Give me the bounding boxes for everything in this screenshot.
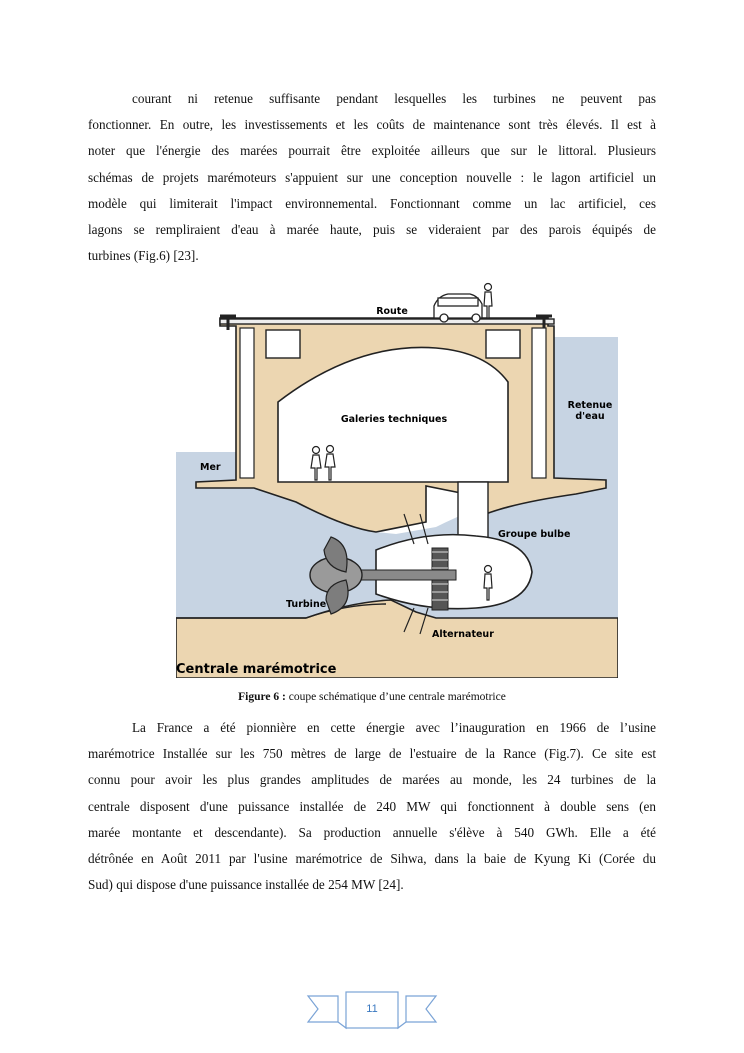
label-mer: Mer [200, 462, 221, 473]
label-title: Centrale marémotrice [176, 662, 337, 677]
car [434, 294, 482, 322]
person-on-road [484, 284, 492, 319]
caption-label: Figure 6 : [238, 691, 286, 703]
caption-text: coupe schématique d’une centrale marémotrice [285, 691, 506, 703]
label-turbine: Turbine [286, 599, 327, 610]
paragraph-intro [88, 86, 656, 269]
tidal-plant-figure [176, 282, 618, 678]
paragraph-rance [88, 715, 656, 898]
text-line: Sud) qui dispose d'une puissance installée de 254 MW [24]. [88, 877, 404, 893]
turbine-shaft [356, 570, 456, 580]
road-deck [220, 319, 554, 324]
text-line: lagons se rempliraient d'eau à marée haute, puis se videraient par des parois équipés de [88, 222, 656, 238]
text-line: modèle qui limiterait l'impact environnemental. Fonctionnant comme un lac artificiel, ces [88, 195, 656, 211]
text-line: connu pour avoir les plus grandes amplitudes de marées au monde, les 24 turbines de la [88, 772, 656, 788]
label-alternateur: Alternateur [432, 629, 494, 640]
access-shaft [458, 482, 488, 540]
text-line: schémas de projets marémoteurs s'appuient sur une conception nouvelle : le lagon artificiel un [88, 169, 656, 185]
text-line: marémotrice Installée sur les 750 mètres de large de l'estuaire de la Rance (Fig.7). Ce site est [88, 746, 656, 762]
tidal-plant-diagram [176, 282, 618, 678]
text-line: courant ni retenue suffisante pendant lesquelles les turbines ne peuvent pas [132, 91, 656, 106]
text-line: détrônée en Août 2011 par l'usine marémotrice de Sihwa, dans la baie de Kyung Ki (Corée du [88, 851, 656, 867]
label-retenue-2: d'eau [575, 411, 605, 422]
text-line: turbines (Fig.6) [23]. [88, 248, 199, 264]
text-line: marée montante et descendante). Sa production annuelle s'élève à 540 GWh. Elle a été [88, 824, 656, 840]
figure-caption [0, 691, 744, 703]
label-groupe-bulbe: Groupe bulbe [498, 529, 571, 540]
text-line: noter que l'énergie des marées pourrait être exploitée ailleurs que sur le littoral. Plusieurs [88, 143, 656, 159]
label-retenue-1: Retenue [567, 400, 613, 411]
label-galeries: Galeries techniques [340, 414, 448, 425]
label-route: Route [376, 306, 408, 317]
page-number: 11 [366, 1003, 378, 1015]
page-number-ribbon [306, 990, 438, 1030]
text-line: fonctionner. En outre, les investissements et les coûts de maintenance sont très élevés. Il est à [88, 117, 656, 133]
text-line: La France a été pionnière en cette énergie avec l’inauguration en 1966 de l’usine [132, 720, 656, 735]
text-line: centrale disposent d'une puissance installée de 240 MW qui fonctionnent à double sens (en [88, 798, 656, 814]
